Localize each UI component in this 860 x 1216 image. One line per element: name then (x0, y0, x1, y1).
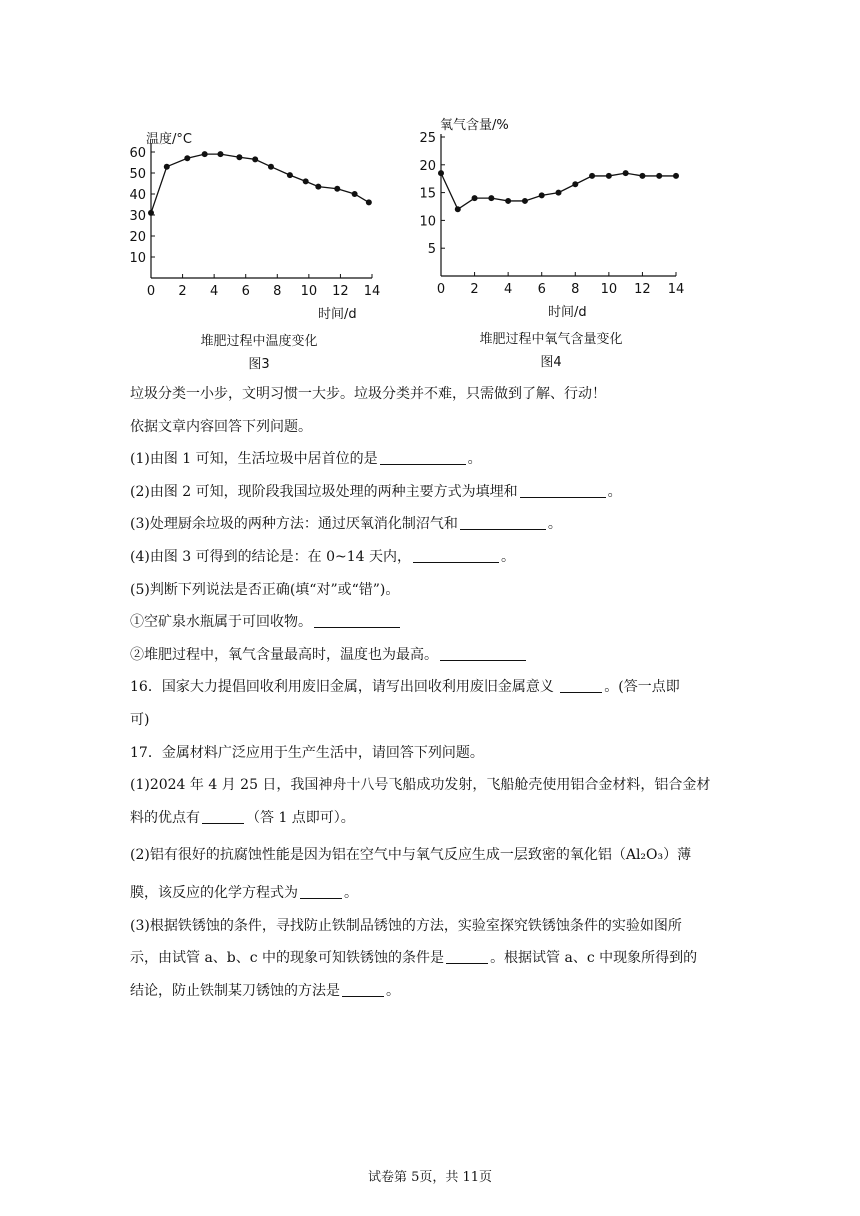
y-tick-label: 30 (129, 209, 146, 224)
x-tick-label: 14 (667, 282, 685, 297)
chart-caption: 堆肥过程中温度变化 (200, 334, 318, 349)
punctuation: 。 (344, 884, 358, 901)
x-tick-label: 12 (634, 282, 651, 297)
question-17-3-cont (130, 942, 730, 975)
data-point (472, 195, 478, 201)
punctuation: 。 (547, 516, 562, 533)
x-tick-label: 2 (470, 282, 479, 297)
question-5: (5)判断下列说法是否正确(填“对”或“错”)。 (130, 581, 400, 598)
x-tick-label: 6 (537, 282, 546, 297)
x-tick-label: 4 (210, 284, 219, 299)
data-point (438, 170, 444, 176)
answer-blank[interactable] (314, 612, 400, 628)
data-point (217, 151, 223, 157)
instruction: 依据文章内容回答下列问题。 (130, 418, 312, 435)
y-tick-label: 20 (129, 230, 146, 245)
x-tick-label: 4 (504, 282, 513, 297)
answer-blank[interactable] (342, 981, 384, 997)
x-axis-label: 时间/d (318, 307, 357, 322)
x-tick-label: 8 (273, 284, 282, 299)
question-4 (130, 541, 730, 574)
data-point (164, 164, 170, 170)
data-point (455, 206, 461, 212)
question-5b (130, 639, 730, 672)
data-point (315, 184, 321, 190)
intro-paragraph: 垃圾分类一小步，文明习惯一大步。垃圾分类并不难，只需做到了解、行动！ (130, 386, 606, 402)
x-axis-label: 时间/d (548, 305, 587, 320)
data-point (656, 173, 662, 179)
question-text-tail: 。(答一点即 (604, 679, 680, 696)
data-point (556, 190, 562, 196)
x-tick-label: 8 (571, 282, 580, 297)
question-text: 膜，该反应的化学方程式为 (130, 884, 298, 901)
question-text-tail: 。根据试管 a、c 中现象所得到的 (490, 950, 698, 967)
page-footer: 试卷第 5页，共 11页 (367, 1170, 493, 1185)
y-tick-label: 60 (129, 146, 146, 161)
question-16-cont: 可) (130, 711, 150, 728)
x-tick-label: 10 (600, 282, 618, 297)
y-tick-label: 10 (129, 251, 146, 266)
data-point (303, 178, 309, 184)
data-point (352, 191, 358, 197)
data-point (252, 156, 258, 162)
chart-caption: 堆肥过程中氧气含量变化 (479, 332, 623, 347)
x-tick-label: 0 (146, 284, 156, 299)
temperature-chart-svg (129, 108, 396, 372)
question-17: 17．金属材料广泛应用于生产生活中，请回答下列问题。 (130, 744, 484, 761)
answer-blank[interactable] (460, 514, 546, 530)
series-line (151, 154, 369, 213)
oxygen-chart (418, 108, 690, 370)
answer-blank[interactable] (560, 677, 602, 693)
question-17-1: (1)2024 年 4 月 25 日，我国神舟十八号飞船成功发射，飞船舱壳使用铝合金材料，铝合金材 (130, 777, 711, 794)
question-text-tail: （答 1 点即可）。 (246, 809, 355, 826)
data-point (522, 198, 528, 204)
data-point (488, 195, 494, 201)
data-point (184, 155, 190, 161)
data-point (287, 172, 293, 178)
data-point (572, 181, 578, 187)
y-tick-label: 15 (419, 186, 436, 202)
question-16 (130, 671, 730, 704)
question-17-1-cont (130, 802, 730, 835)
data-point (334, 186, 340, 192)
punctuation: 。 (607, 483, 622, 500)
figure-label: 图4 (540, 355, 562, 370)
question-5a (130, 606, 730, 639)
question-text: (2)由图 2 可知，现阶段我国垃圾处理的两种主要方式为填埋和 (130, 483, 518, 500)
figure-label: 图3 (248, 357, 270, 372)
question-17-3-cont2 (130, 975, 730, 1008)
data-point (366, 199, 372, 205)
question-text: 示，由试管 a、b、c 中的现象可知铁锈蚀的条件是 (130, 950, 445, 967)
answer-blank[interactable] (202, 808, 244, 824)
question-2 (130, 476, 730, 509)
y-axis-label: 氧气含量/% (440, 118, 509, 133)
x-tick-label: 12 (332, 284, 349, 299)
question-body (130, 378, 730, 1007)
data-point (623, 170, 629, 176)
question-text: ②堆肥过程中，氧气含量最高时，温度也为最高。 (130, 646, 438, 663)
punctuation: 。 (467, 451, 482, 468)
data-point (539, 192, 545, 198)
data-point (505, 198, 511, 204)
y-axis-label: 温度/°C (146, 132, 192, 147)
temperature-chart (129, 108, 396, 372)
punctuation: 。 (386, 982, 400, 999)
question-17-2: (2)铝有很好的抗腐蚀性能是因为铝在空气中与氧气反应生成一层致密的氧化铝（Al₂O₃）薄 (130, 847, 692, 864)
data-point (673, 173, 679, 179)
data-point (148, 210, 154, 216)
x-tick-label: 14 (363, 284, 381, 299)
question-text: (3)处理厨余垃圾的两种方法：通过厌氧消化制沼气和 (130, 516, 458, 533)
y-tick-label: 5 (427, 242, 436, 258)
y-tick-label: 40 (129, 188, 146, 203)
question-text: 料的优点有 (130, 809, 200, 826)
y-tick-label: 25 (419, 131, 436, 146)
y-tick-label: 50 (129, 167, 146, 182)
answer-blank[interactable] (380, 449, 466, 465)
data-point (589, 173, 595, 179)
answer-blank[interactable] (300, 883, 342, 899)
answer-blank[interactable] (440, 645, 526, 661)
x-tick-label: 10 (300, 284, 318, 299)
question-text: (4)由图 3 可得到的结论是：在 0~14 天内， (130, 548, 411, 565)
x-tick-label: 0 (436, 282, 446, 297)
y-tick-label: 10 (419, 214, 436, 230)
answer-blank[interactable] (520, 482, 606, 498)
question-17-2-cont (130, 877, 730, 910)
question-3 (130, 508, 730, 541)
x-tick-label: 6 (241, 284, 250, 299)
punctuation: 。 (501, 548, 515, 565)
y-tick-label: 20 (419, 158, 436, 174)
question-17-3: (3)根据铁锈蚀的条件，寻找防止铁制品锈蚀的方法，实验室探究铁锈蚀条件的实验如图所 (130, 917, 682, 934)
x-tick-label: 2 (178, 284, 187, 299)
data-point (606, 173, 612, 179)
question-text: ①空矿泉水瓶属于可回收物。 (130, 614, 312, 631)
oxygen-chart-svg (418, 108, 690, 370)
answer-blank[interactable] (413, 547, 499, 563)
question-text: (1)由图 1 可知，生活垃圾中居首位的是 (130, 451, 378, 468)
data-point (639, 173, 645, 179)
question-text: 结论，防止铁制某刀锈蚀的方法是 (130, 982, 340, 999)
answer-blank[interactable] (446, 948, 488, 964)
data-point (236, 154, 242, 160)
question-1 (130, 443, 730, 476)
data-point (202, 151, 208, 157)
data-point (268, 164, 274, 170)
question-text: 16．国家大力提倡回收利用废旧金属，请写出回收利用废旧金属意义 (130, 679, 554, 696)
